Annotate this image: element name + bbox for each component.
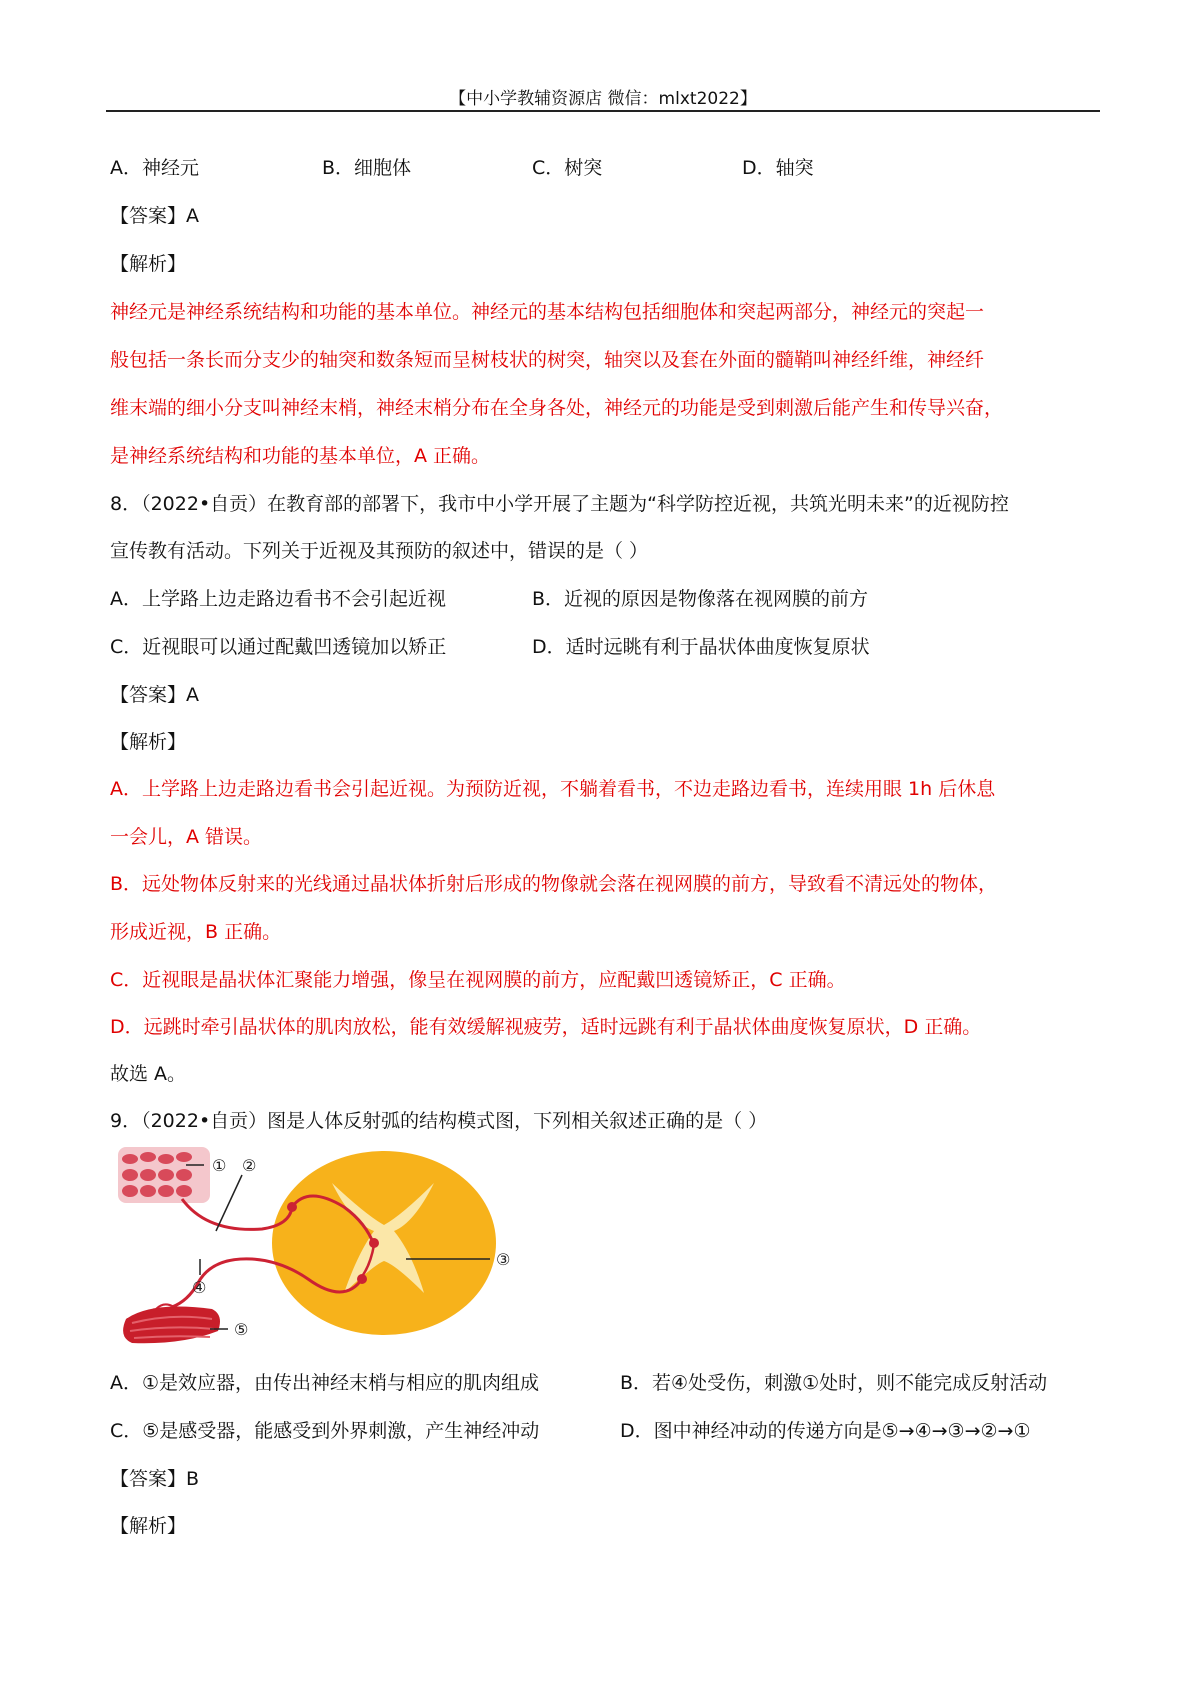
header-divider [106, 110, 1100, 112]
q9-stem: 9．（2022•自贡）图是人体反射弧的结构模式图，下列相关叙述正确的是（ ） [110, 1110, 768, 1132]
q8-option-c: C．近视眼可以通过配戴凹透镜加以矫正 [110, 636, 447, 658]
q7-analysis-line: 神经元是神经系统结构和功能的基本单位。神经元的基本结构包括细胞体和突起两部分，神经元的突起一 [110, 301, 985, 323]
q8-analysis-label: 【解析】 [110, 731, 187, 753]
figure-label-2: ② [242, 1156, 257, 1175]
muscle-icon [123, 1307, 220, 1344]
q7-analysis-line: 是神经系统结构和功能的基本单位，A 正确。 [110, 445, 491, 467]
q8-stem-line: 宣传教有活动。下列关于近视及其预防的叙述中，错误的是（ ） [110, 540, 649, 562]
q9-option-d: D．图中神经冲动的传递方向是⑤→④→③→②→① [620, 1420, 1031, 1442]
q7-option-b: B．细胞体 [322, 157, 412, 179]
figure-label-1: ① [212, 1156, 227, 1175]
page-header: 【中小学教辅资源店 微信：mlxt2022】 [449, 89, 757, 109]
q7-answer: 【答案】A [110, 205, 199, 227]
q8-analysis-line: A．上学路上边走路边看书会引起近视。为预防近视，不躺着看书，不边走路边看书，连续用眼 1h 后休息 [110, 778, 996, 800]
q8-option-b: B．近视的原因是物像落在视网膜的前方 [532, 588, 869, 610]
q9-option-b: B．若④处受伤，刺激①处时，则不能完成反射活动 [620, 1372, 1048, 1394]
figure-label-4: ④ [192, 1278, 207, 1297]
q8-option-d: D．适时远眺有利于晶状体曲度恢复原状 [532, 636, 870, 658]
q8-analysis-line: 一会儿，A 错误。 [110, 826, 263, 848]
q8-conclusion: 故选 A。 [110, 1063, 187, 1085]
q7-analysis-line: 维末端的细小分支叫神经末梢，神经末梢分布在全身各处，神经元的功能是受到刺激后能产生和传导兴奋， [110, 397, 1004, 419]
q9-answer: 【答案】B [110, 1468, 200, 1490]
spinal-cord-icon [272, 1151, 496, 1335]
q7-option-a: A．神经元 [110, 157, 199, 179]
receptor-cells-icon [118, 1147, 210, 1203]
figure-label-3: ③ [496, 1250, 511, 1269]
q8-stem-line: 8．（2022•自贡）在教育部的部署下，我市中小学开展了主题为“科学防控近视，共筑光明未来”的近视防控 [110, 493, 1009, 515]
q8-analysis-line: 形成近视，B 正确。 [110, 921, 282, 943]
q8-answer: 【答案】A [110, 684, 199, 706]
reflex-arc-figure [112, 1133, 552, 1353]
figure-label-5: ⑤ [234, 1320, 249, 1339]
q8-option-a: A．上学路上边走路边看书不会引起近视 [110, 588, 446, 610]
q8-analysis-line: D．远跳时牵引晶状体的肌肉放松，能有效缓解视疲劳，适时远跳有利于晶状体曲度恢复原状，D 正确。 [110, 1016, 982, 1038]
q9-analysis-label: 【解析】 [110, 1515, 187, 1537]
q9-option-a: A．①是效应器，由传出神经末梢与相应的肌肉组成 [110, 1372, 540, 1394]
q7-option-d: D．轴突 [742, 157, 814, 179]
q8-analysis-line: B．远处物体反射来的光线通过晶状体折射后形成的物像就会落在视网膜的前方，导致看不清远处的物体， [110, 873, 998, 895]
q8-analysis-line: C．近视眼是晶状体汇聚能力增强，像呈在视网膜的前方，应配戴凹透镜矫正，C 正确。 [110, 969, 846, 991]
q7-analysis-line: 般包括一条长而分支少的轴突和数条短而呈树枝状的树突，轴突以及套在外面的髓鞘叫神经纤维，神经纤 [110, 349, 985, 371]
q7-option-c: C．树突 [532, 157, 603, 179]
q7-analysis-label: 【解析】 [110, 253, 187, 275]
q9-option-c: C．⑤是感受器，能感受到外界刺激，产生神经冲动 [110, 1420, 540, 1442]
